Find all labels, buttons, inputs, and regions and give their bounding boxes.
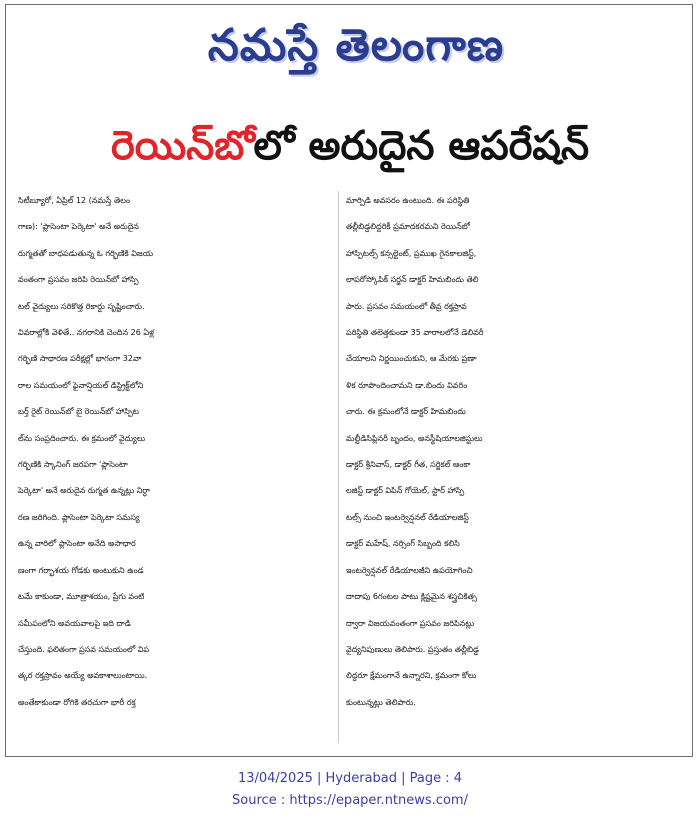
article-line: బర్త్ రైట్ రెయిన్‌బో బై రెయిన్‌బో హాస్పిట xyxy=(18,407,139,417)
column-divider xyxy=(338,191,339,743)
article-line: చేస్తుంది. ఫలితంగా ప్రసవ సమయంలో విప xyxy=(18,644,150,654)
article-line: దాదాపు 6గంటల పాటు క్లిష్టమైన శస్త్రచికిత్స xyxy=(346,592,477,602)
article-line: సిటీబ్యూరో, ఏప్రిల్ 12 (నమస్తే తెలం xyxy=(18,196,130,205)
headline-accent: రెయిన్‌బో xyxy=(110,123,254,169)
article-line: రాల సమయంలో ఫైనాన్షియల్ డిస్ట్రిక్ట్‌లోని xyxy=(18,380,144,390)
article-line: పారు. ప్రసవం సమయంలో తీవ్ర రక్తస్రావ xyxy=(346,301,467,311)
article-line: టల్స్ నుంచి ఇంటర్వెన్షనల్ రేడియాలజిస్ట్ xyxy=(346,512,469,522)
article-line: తల్లీబిడ్డలిద్దరికీ ప్రమాదకరమని రెయిన్‌బో xyxy=(346,222,470,232)
article-line: వివరాల్లోకి వెళితే.. నగరానికి చెందిన 26 ఏళ్ల xyxy=(18,328,155,338)
article-line: టమే కాకుండా, మూత్రాశయం, ప్రేగు వంటి xyxy=(18,592,145,602)
article-line: రణ జరిగింది. ప్లాసెంటా పెర్కెటా సమస్య xyxy=(18,512,140,522)
article-line: రుగ్మతతో బాధపడుతున్న ఓ గర్భిణికి విజయ xyxy=(18,248,154,258)
article-line: త్కర రక్తస్రావం అయ్యే అవకాశాలుంటాయి. xyxy=(18,671,148,681)
article-line: డాక్టర్ మహేష్, నర్సింగ్ సిబ్బంది కలిసి xyxy=(346,539,460,549)
article-line: సమీపంలోని అవయవాలపై ఇది దాడి xyxy=(18,618,131,628)
article-line: వంతంగా ప్రసవం జరిపి రెయిన్‌బో హాస్పి xyxy=(18,275,139,285)
article-line: ళిక రూపొందించామని డా.బిందు వివరిం xyxy=(346,380,468,390)
article-line: టల్ వైద్యులు సరికొత్త రికార్డు సృష్టించారు. xyxy=(18,301,145,311)
article-line: కుంటున్నట్లు తెలిపారు. xyxy=(346,697,416,707)
article-line: చేయాలని నిర్ణయించుకుని, ఆ మేరకు ప్రణా xyxy=(346,354,477,364)
article-line: పెర్కెటా' అనే అరుదైన రుగ్మత ఉన్నట్లు నిర్ధా xyxy=(18,486,150,496)
article-line: హాస్పిటల్స్ కన్సల్టెంట్, ప్రముఖ గైనకాలజిస్ట్, xyxy=(346,248,477,258)
article-column-right xyxy=(346,188,664,748)
article-line: గర్భిణి సాధారణ పరీక్షల్లో భాగంగా 32వా xyxy=(18,354,142,364)
article-line: చారు. ఈ క్రమంలోనే డాక్టర్ హిమబిందు xyxy=(346,407,466,417)
article-line: అంతేకాకుండా రోగికి తరచుగా భారీ రక్త xyxy=(18,697,136,707)
article-line: ద్వారా విజయవంతంగా ప్రసవం జరిపినట్లు xyxy=(346,618,475,628)
footer-date-line: 13/04/2025 | Hyderabad | Page : 4 xyxy=(237,771,463,786)
footer-source-line: Source : https://epaper.ntnews.com/ xyxy=(232,793,468,808)
headline-rest: లో అరుదైన ఆపరేషన్ xyxy=(253,123,590,169)
newspaper-clipping xyxy=(5,4,693,757)
article-headline xyxy=(18,111,682,181)
article-line: ణంగా గర్భాశయ గోడకు అంటుకుని ఉండ xyxy=(18,565,144,575)
article-line: డాక్టర్ శ్రీనివాస్, డాక్టర్ గీత, సర్జికల్ ఆంకా xyxy=(346,460,471,470)
article-line: లాపరోస్కోపిక్ సర్జన్ డాక్టర్ హిమబిందు తెలి xyxy=(346,275,479,285)
masthead-logo: నమస్తే తెలంగాణ xyxy=(207,20,505,71)
article-line: లజిస్ట్ డాక్టర్ విపిన్ గోయెల్, స్టార్ హాస్పి xyxy=(346,486,465,496)
article-line: గాణ): 'ప్లాసెంటా పెర్కెటా' అనే అరుదైన xyxy=(18,222,139,232)
article-line: పరిస్థితి తలెత్తకుండా 35 వారాలలోనే డెలివరీ xyxy=(346,328,484,338)
article-line: ల్‌ను సంప్రదించారు. ఈ క్రమంలో వైద్యులు xyxy=(18,433,146,443)
article-line: వైద్యనిపుణులు తెలిపారు. ప్రస్తుతం తల్లీబిడ్డ xyxy=(346,644,479,654)
article-column-left xyxy=(18,188,336,748)
article-line: ఇంటర్వెన్షనల్ రేడియాలజీని ఉపయోగించి xyxy=(346,565,473,575)
article-line: మల్టీడిసిప్లినరీ బృందం, అనస్థీషియాలజిస్టులు xyxy=(346,433,483,443)
article-line: గర్భిణికి స్కానింగ్ జరపగా 'ప్లాసెంటా xyxy=(18,460,128,470)
article-line: ఉన్న వారిలో ప్లాసెంటా అనేది అసాధార xyxy=(18,539,136,549)
article-line: మార్పిడి అవసరం ఉంటుంది. ఈ పరిస్థితి xyxy=(346,196,470,205)
article-line: లిద్దరూ క్షేమంగానే ఉన్నారని, క్రమంగా కోలు xyxy=(346,671,477,681)
